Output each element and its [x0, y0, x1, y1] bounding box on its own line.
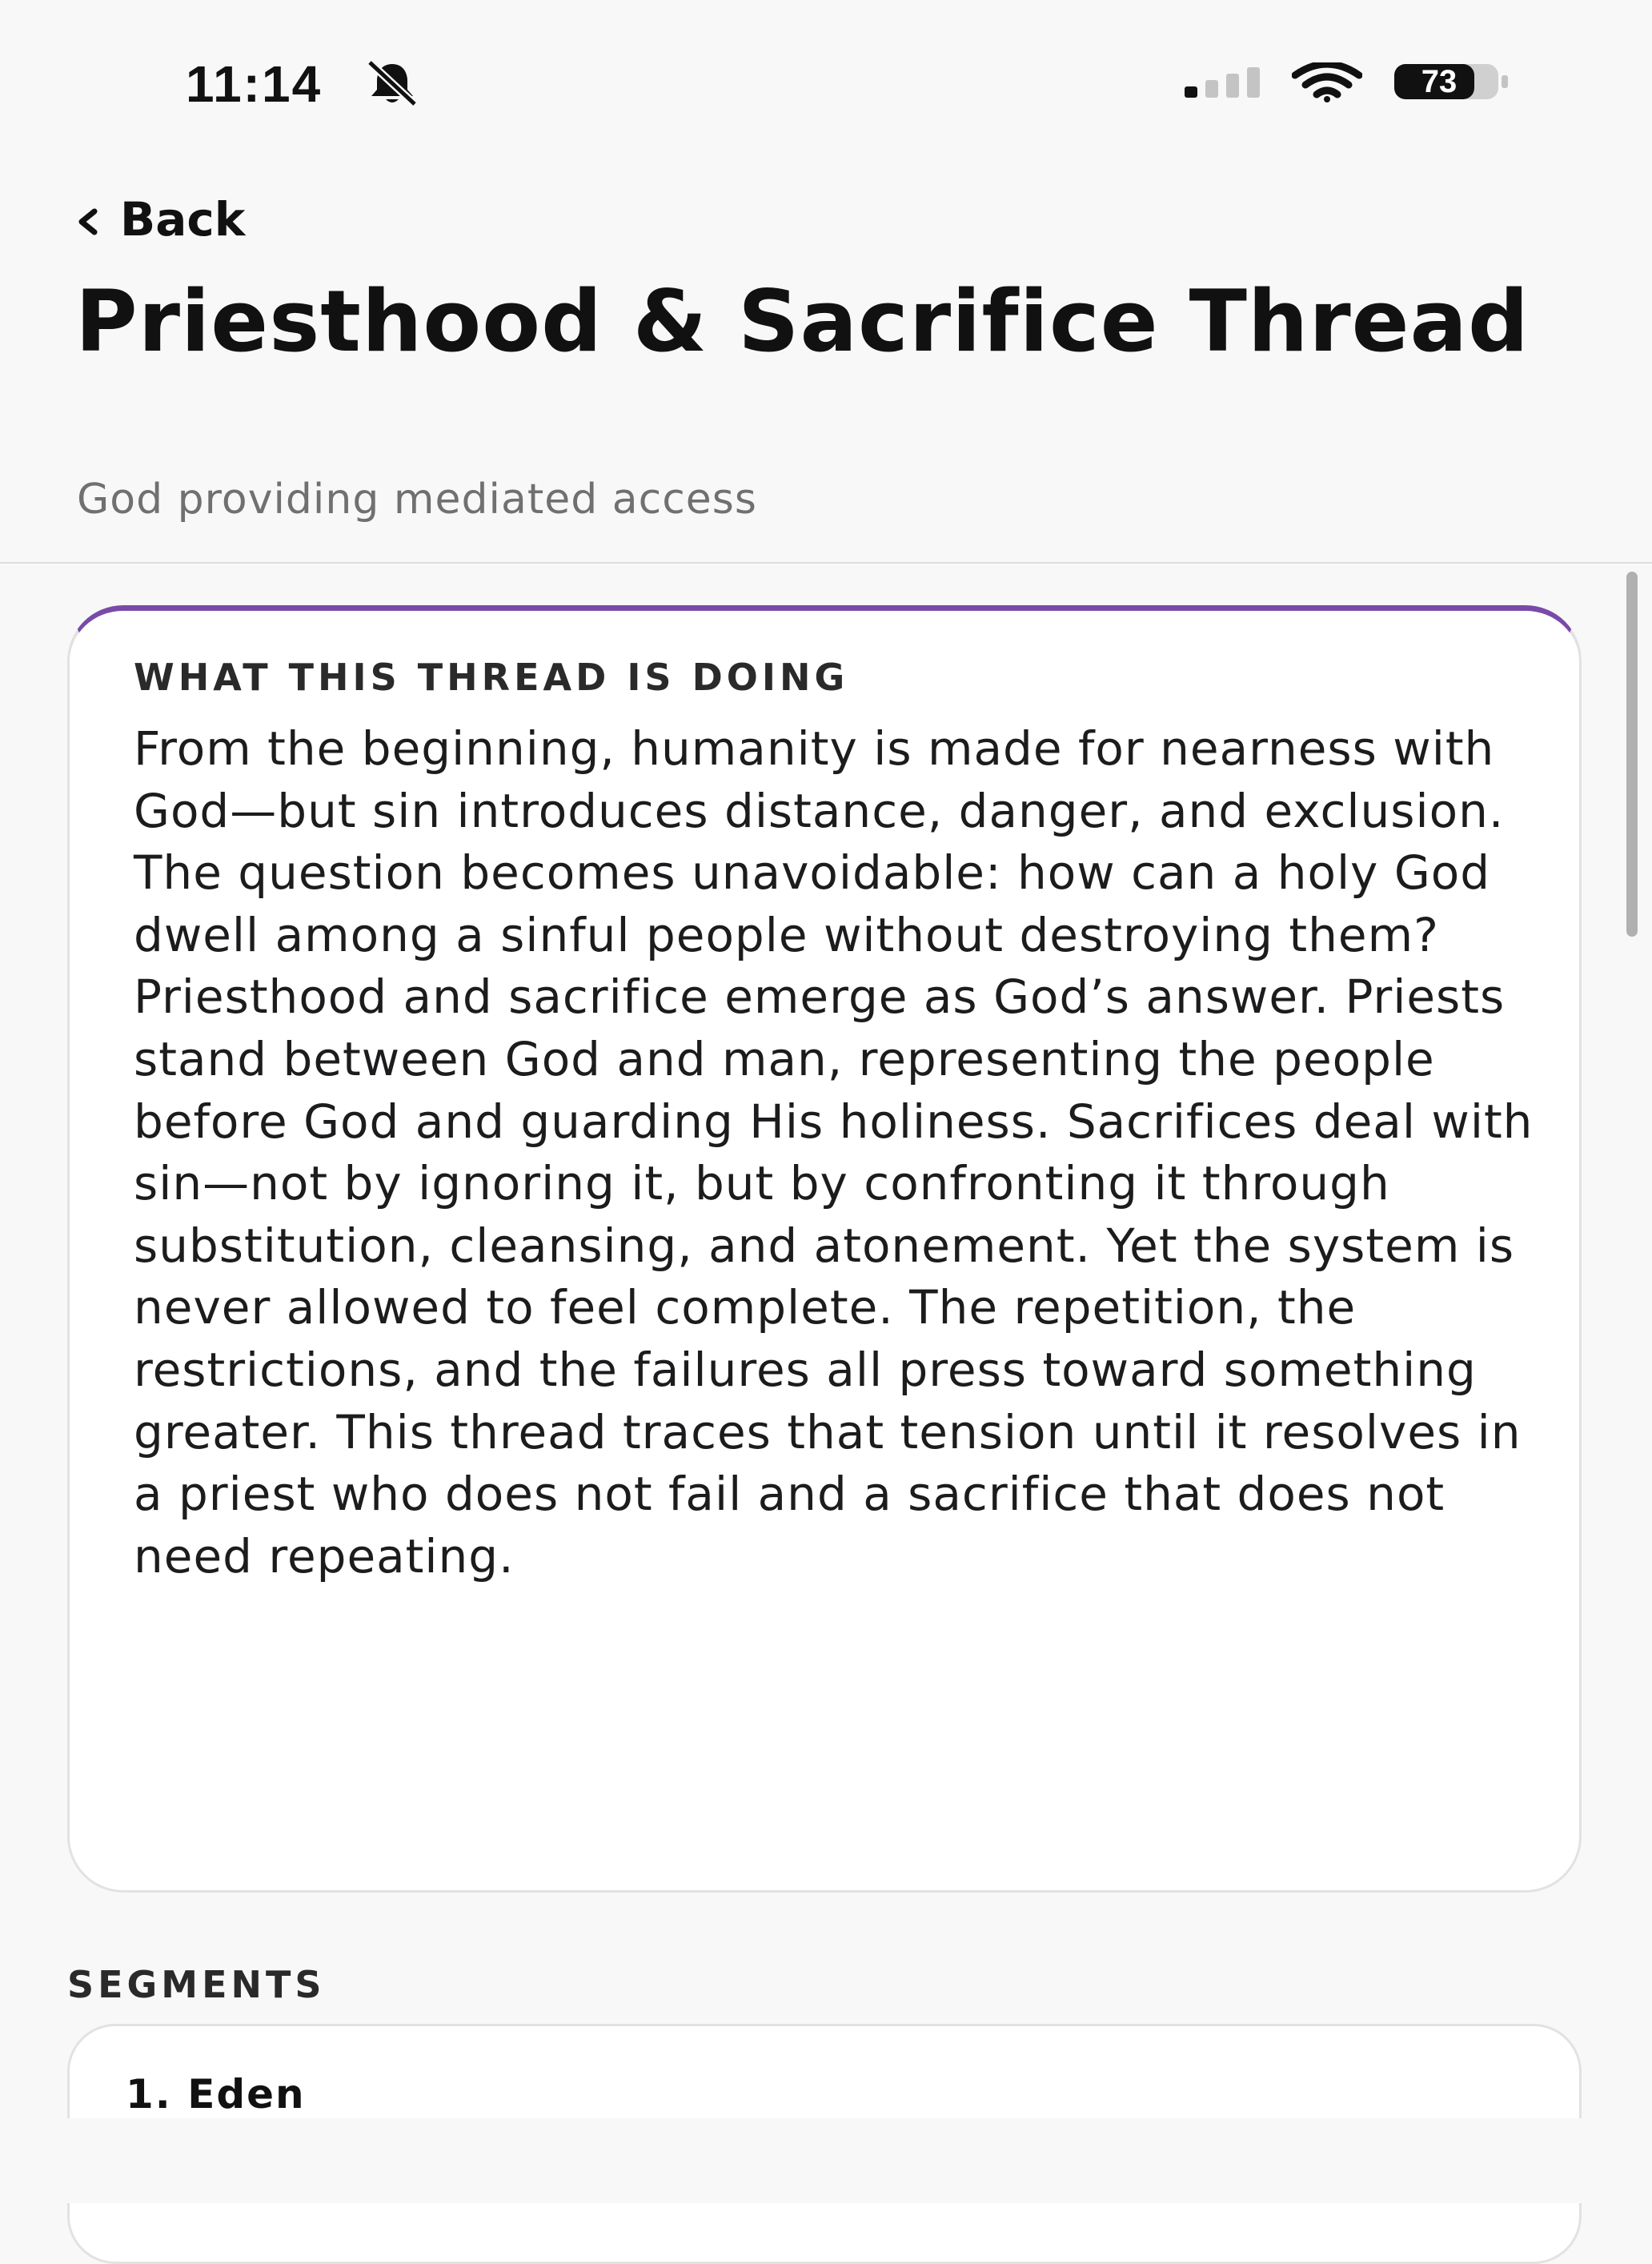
segments-section-label: SEGMENTS	[67, 1963, 326, 2006]
bell-slash-icon	[363, 59, 421, 107]
page-title: Priesthood & Sacrifice Thread	[75, 272, 1530, 371]
navigation-header	[0, 160, 1652, 564]
back-button[interactable]	[75, 192, 245, 247]
segment-title: 1. Eden	[126, 2071, 306, 2117]
page-subtitle: God providing mediated access	[77, 476, 757, 524]
thread-description: From the beginning, humanity is made for nearness with God—but sin introduces distance, danger, and exclusion. The question becomes unavoidable: how can a holy God dwell among a sinful people without destroying them? Priesthood and sacrifice emerge as God’s answer. Priests stand between God and man, representing the people before God and guarding His holiness. Sacrifices deal with sin—not by ignoring it, but by confronting it through substitution, cleansing, and atonement. Yet the system is never allowed to feel complete. The repetition, the restrictions, and the failures all press toward something greater. This thread traces that tension until it resolves in a priest who does not fail and a sacrifice that does not need repeating.	[134, 721, 1534, 1584]
thread-section-label: WHAT THIS THREAD IS DOING	[134, 656, 849, 699]
status-time: 11:14	[186, 55, 323, 113]
bottom-safe-area	[0, 2118, 1652, 2203]
scroll-indicator[interactable]	[1626, 572, 1638, 937]
thread-overview-card	[67, 605, 1582, 1893]
chevron-left-icon	[75, 208, 99, 235]
battery-level: 73	[1421, 64, 1458, 99]
status-bar	[0, 0, 1652, 160]
back-button-label: Back	[120, 192, 246, 247]
cellular-signal-icon	[1183, 66, 1265, 99]
wifi-icon	[1292, 62, 1362, 102]
